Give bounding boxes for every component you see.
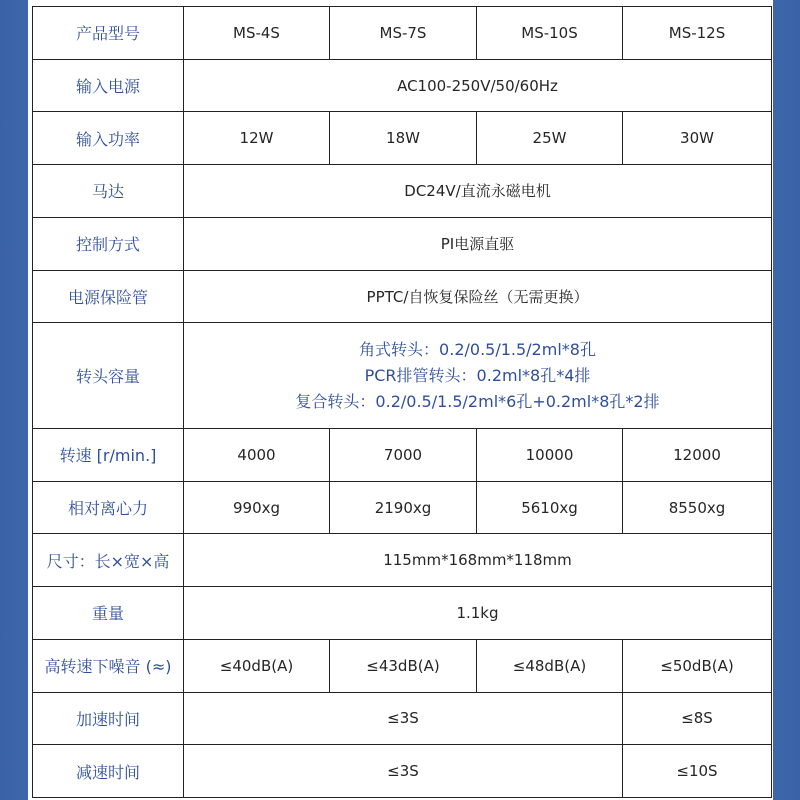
accel-value-model-4: ≤8S <box>623 692 772 745</box>
row-label-rcf: 相对离心力 <box>33 481 184 534</box>
row-label-power-rating: 输入功率 <box>33 112 184 165</box>
rotor-value <box>184 323 772 429</box>
weight-value: 1.1kg <box>184 587 772 640</box>
row-label-decel: 减速时间 <box>33 745 184 798</box>
table-row-rcf <box>33 481 772 534</box>
decel-value-model-4: ≤10S <box>623 745 772 798</box>
noise-cell-2: ≤43dB(A) <box>330 639 477 692</box>
table-row-speed <box>33 429 772 482</box>
speed-cell-1: 4000 <box>184 429 330 482</box>
row-label-noise: 高转速下噪音 (≈) <box>33 639 184 692</box>
noise-cell-4: ≤50dB(A) <box>623 639 772 692</box>
noise-cell-1: ≤40dB(A) <box>184 639 330 692</box>
table-row-power-input <box>33 59 772 112</box>
power-rating-cell-2: 18W <box>330 112 477 165</box>
decel-value-models-1-3: ≤3S <box>184 745 623 798</box>
row-label-fuse: 电源保险管 <box>33 270 184 323</box>
table-row-rotor <box>33 323 772 429</box>
model-cell-2: MS-7S <box>330 7 477 60</box>
spec-table <box>32 6 772 798</box>
model-cell-3: MS-10S <box>477 7 623 60</box>
noise-cell-3: ≤48dB(A) <box>477 639 623 692</box>
speed-cell-4: 12000 <box>623 429 772 482</box>
table-row-accel <box>33 692 772 745</box>
power-input-value: AC100-250V/50/60Hz <box>184 59 772 112</box>
model-cell-4: MS-12S <box>623 7 772 60</box>
row-label-motor: 马达 <box>33 165 184 218</box>
speed-cell-3: 10000 <box>477 429 623 482</box>
row-label-speed: 转速 [r/min.] <box>33 429 184 482</box>
row-label-model: 产品型号 <box>33 7 184 60</box>
rotor-line-pcr: PCR排管转头：0.2ml*8孔*4排 <box>364 365 591 385</box>
rotor-line-combo: 复合转头：0.2/0.5/1.5/2ml*6孔+0.2ml*8孔*2排 <box>295 391 660 411</box>
motor-value: DC24V/直流永磁电机 <box>184 165 772 218</box>
table-row-size <box>33 534 772 587</box>
rcf-cell-3: 5610xg <box>477 481 623 534</box>
power-rating-cell-1: 12W <box>184 112 330 165</box>
fuse-value: PPTC/自恢复保险丝（无需更换） <box>184 270 772 323</box>
table-row-decel <box>33 745 772 798</box>
accel-value-models-1-3: ≤3S <box>184 692 623 745</box>
table-row-control <box>33 217 772 270</box>
row-label-weight: 重量 <box>33 587 184 640</box>
speed-cell-2: 7000 <box>330 429 477 482</box>
table-row-fuse <box>33 270 772 323</box>
table-row-model <box>33 7 772 60</box>
row-label-size: 尺寸：长×宽×高 <box>33 534 184 587</box>
row-label-rotor: 转头容量 <box>33 323 184 429</box>
row-label-control: 控制方式 <box>33 217 184 270</box>
rcf-cell-2: 2190xg <box>330 481 477 534</box>
power-rating-cell-3: 25W <box>477 112 623 165</box>
table-row-power-rating <box>33 112 772 165</box>
power-rating-cell-4: 30W <box>623 112 772 165</box>
table-row-weight <box>33 587 772 640</box>
model-cell-1: MS-4S <box>184 7 330 60</box>
rcf-cell-4: 8550xg <box>623 481 772 534</box>
rotor-line-angle: 角式转头：0.2/0.5/1.5/2ml*8孔 <box>359 339 596 359</box>
row-label-accel: 加速时间 <box>33 692 184 745</box>
control-value: PI电源直驱 <box>184 217 772 270</box>
table-row-noise <box>33 639 772 692</box>
size-value: 115mm*168mm*118mm <box>184 534 772 587</box>
row-label-power-input: 输入电源 <box>33 59 184 112</box>
rcf-cell-1: 990xg <box>184 481 330 534</box>
table-row-motor <box>33 165 772 218</box>
